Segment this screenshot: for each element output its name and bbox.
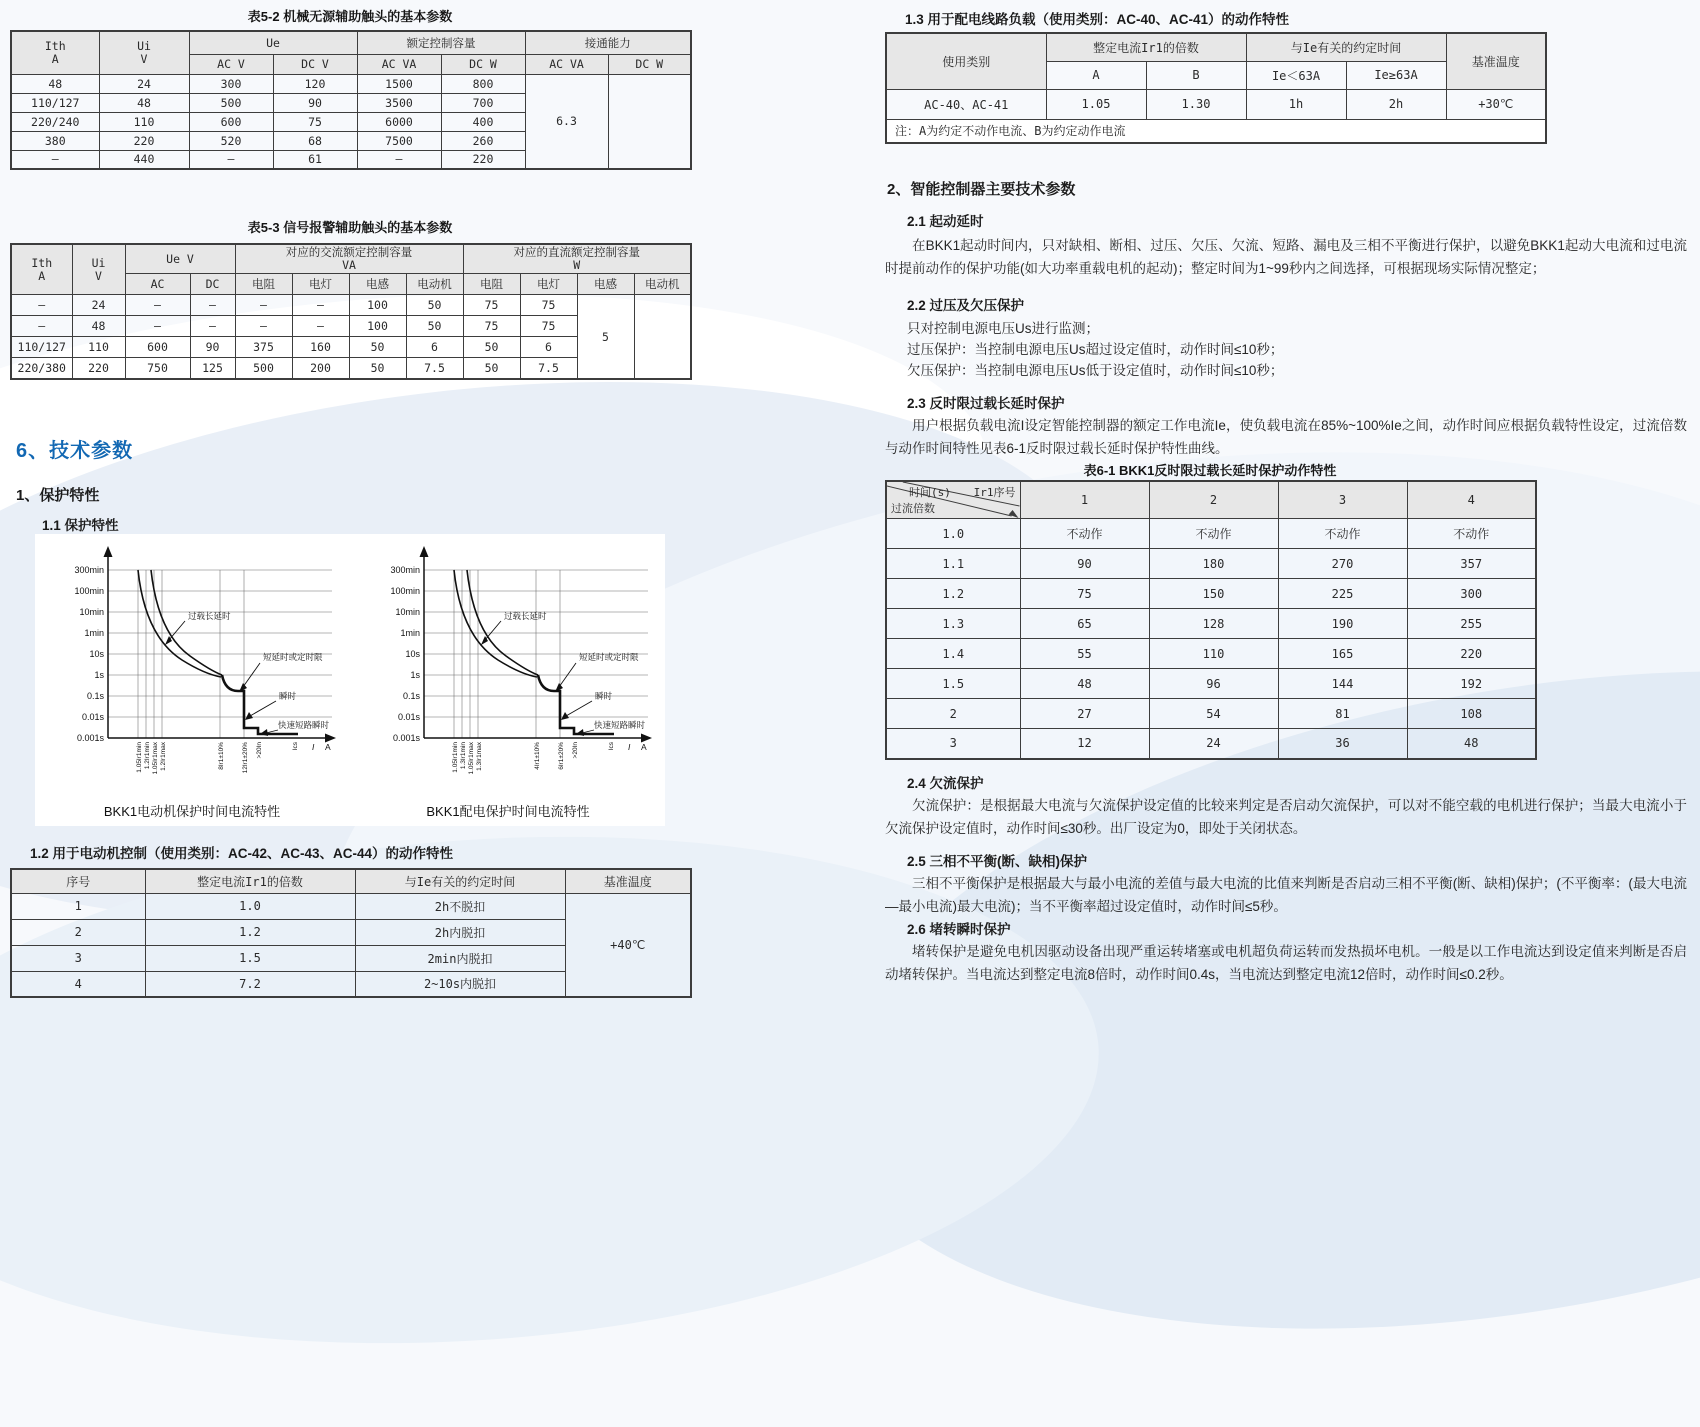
table-cell: B: [1146, 61, 1246, 89]
table-cell: 2h不脱扣: [355, 893, 565, 919]
table-cell: 50: [406, 316, 463, 337]
table-cell: 2: [11, 919, 145, 945]
table-cell: 不动作: [1278, 519, 1407, 549]
section-2-4-heading: 2.4 欠流保护: [907, 776, 984, 791]
table-cell: +40℃: [565, 893, 691, 997]
table-row: [11, 869, 691, 893]
table-cell: 1.0: [145, 893, 355, 919]
annotation-label: 快速短路瞬时: [594, 720, 646, 730]
table-row: [886, 609, 1536, 639]
diagonal-header-cell: [886, 481, 1020, 519]
section-2-1-heading: 2.1 起动延时: [907, 214, 984, 229]
svg-text:Ics: Ics: [608, 742, 615, 751]
table-1-3: [885, 32, 1547, 144]
section-2-3-paragraph: 用户根据负载电流I设定智能控制器的额定工作电流Ie，使负载电流在85%~100%Ie之间，动作时间应根据负载特性设定，过流倍数与动作时间特性见表6-1反时限过载长延时保护特性曲线。: [885, 418, 1687, 456]
text-line: 过压保护：当控制电源电压Us超过设定值时，动作时间≤10秒；: [907, 342, 1284, 357]
svg-text:Ics: Ics: [292, 742, 299, 751]
table-cell: 50: [349, 337, 406, 358]
svg-text:10s: 10s: [405, 649, 420, 659]
svg-text:1min: 1min: [84, 628, 104, 638]
motor-protection-chart-svg: [42, 544, 342, 796]
svg-text:100min: 100min: [74, 586, 104, 596]
table-cell: 68: [273, 131, 357, 150]
table-cell: 7500: [357, 131, 441, 150]
table-cell: Ie≥63A: [1346, 61, 1446, 89]
table-row: [886, 519, 1536, 549]
table-row: [886, 33, 1546, 61]
table-cell: 400: [441, 112, 525, 131]
table-row: [11, 74, 691, 93]
table-cell: 48: [72, 316, 125, 337]
table-cell: 12: [1020, 729, 1149, 759]
annotation-label: 瞬时: [279, 691, 297, 701]
annotation-leaders: [481, 621, 594, 736]
table-cell: 2h: [1346, 89, 1446, 119]
motor-chart-caption: BKK1电动机保护时间电流特性: [103, 804, 281, 819]
table-6-1-title: 表6-1 BKK1反时限过载长延时保护动作特性: [1083, 463, 1337, 478]
table-cell: 90: [273, 93, 357, 112]
svg-text:1.05Ir1max: 1.05Ir1max: [152, 742, 159, 775]
table-cell: 100: [349, 316, 406, 337]
svg-text:0.01s: 0.01s: [81, 712, 104, 722]
table-cell: 1: [11, 893, 145, 919]
table-cell: 75: [463, 316, 520, 337]
table-cell: AC V: [189, 54, 273, 74]
svg-text:6Ir1±20%: 6Ir1±20%: [558, 742, 565, 770]
table-cell: 500: [235, 358, 292, 379]
table-cell: 125: [190, 358, 235, 379]
table-row: [886, 119, 1546, 143]
table-cell: 110: [99, 112, 189, 131]
table-cell: +30℃: [1446, 89, 1546, 119]
section-2-2-heading: 2.2 过压及欠压保护: [907, 298, 1025, 313]
table-cell: 54: [1149, 699, 1278, 729]
svg-text:0.001s: 0.001s: [76, 733, 104, 743]
x-tick-labels: [136, 741, 299, 774]
table-cell: 1h: [1246, 89, 1346, 119]
section-1-heading: 1、保护特性: [16, 487, 100, 504]
protection-curves-panel: [35, 534, 665, 826]
table-row: [886, 639, 1536, 669]
table-cell: 110: [72, 337, 125, 358]
table-cell: 300: [189, 74, 273, 93]
table-cell: 24: [99, 74, 189, 93]
table-5-2-title: 表5-2 机械无源辅助触头的基本参数: [247, 9, 453, 24]
table-cell: 96: [1149, 669, 1278, 699]
corner-label-multiple: 过流倍数: [891, 502, 935, 515]
svg-text:300min: 300min: [74, 565, 104, 575]
header-cell: 基准温度: [1446, 33, 1546, 89]
table-row: [11, 244, 691, 274]
svg-text:300min: 300min: [390, 565, 420, 575]
table-cell: 1.2: [145, 919, 355, 945]
table-5-3: [10, 243, 692, 380]
header-cell: Ui V: [72, 244, 125, 295]
table-cell: 电灯: [292, 274, 349, 295]
table-cell: 27: [1020, 699, 1149, 729]
table-cell: Ie＜63A: [1246, 61, 1346, 89]
table-row: [886, 89, 1546, 119]
table-cell: 110: [1149, 639, 1278, 669]
table-cell: –: [235, 295, 292, 316]
table-cell: 电阻: [235, 274, 292, 295]
annotation-label: 过载长延时: [504, 611, 547, 621]
table-cell: 48: [11, 74, 99, 93]
table-cell: 2: [886, 699, 1020, 729]
table-cell: 2min内脱扣: [355, 945, 565, 971]
svg-text:1.2Ir1min: 1.2Ir1min: [144, 742, 151, 770]
corner-label-ir1: Ir1序号: [973, 486, 1016, 499]
table-cell: 75: [520, 295, 577, 316]
table-cell: 200: [292, 358, 349, 379]
table-cell: 2~10s内脱扣: [355, 971, 565, 997]
table-cell: 440: [99, 150, 189, 169]
header-cell: Ith A: [11, 31, 99, 74]
table-cell: 110/127: [11, 337, 72, 358]
svg-text:1.2Ir1max: 1.2Ir1max: [160, 742, 167, 771]
section-2-3-heading: 2.3 反时限过载长延时保护: [907, 396, 1065, 411]
table-cell: 48: [1020, 669, 1149, 699]
table-cell: –: [190, 295, 235, 316]
table-cell: –: [125, 316, 190, 337]
annotation-label: 短延时或定时限: [579, 652, 639, 662]
table-cell: 1.1: [886, 549, 1020, 579]
table-cell: 75: [520, 316, 577, 337]
svg-text:1.05Ir1max: 1.05Ir1max: [468, 742, 475, 775]
svg-text:4Ir1±10%: 4Ir1±10%: [534, 742, 541, 770]
table-cell: DC W: [608, 54, 691, 74]
table-cell: 520: [189, 131, 273, 150]
diagonal-corner: [887, 482, 1020, 518]
section-2-1-paragraph: 在BKK1起动时间内，只对缺相、断相、过压、欠压、欠流、短路、漏电及三相不平衡进行保护，以避免BKK1起动大电流和过电流时提前动作的保护功能(如大功率重载电机的起动)；整定时间为1~99秒内之间选择，可根据现场实际情况整定；: [885, 238, 1687, 276]
table-cell: 110/127: [11, 93, 99, 112]
svg-text:0.1s: 0.1s: [86, 691, 104, 701]
header-cell: 对应的直流额定控制容量 W: [463, 244, 691, 274]
table-cell: 500: [189, 93, 273, 112]
table-cell: 357: [1407, 549, 1536, 579]
table-cell: 6: [406, 337, 463, 358]
table-cell: 120: [273, 74, 357, 93]
table-cell: 电感: [349, 274, 406, 295]
table-cell: 165: [1278, 639, 1407, 669]
table-cell: 65: [1020, 609, 1149, 639]
table-cell: 1: [1020, 481, 1149, 519]
x-axis-symbol: I: [628, 742, 631, 752]
header-cell: Ue: [189, 31, 357, 54]
annotation-label: 过载长延时: [188, 611, 231, 621]
table-cell: –: [357, 150, 441, 169]
table-cell: 255: [1407, 609, 1536, 639]
section-2-2-lines: [907, 318, 1687, 381]
section-2-5-paragraph: 三相不平衡保护是根据最大与最小电流的差值与最大电流的比值来判断是否启动三相不平衡(断、缺相)保护；(不平衡率：(最大电流—最小电流)最大电流)；当不平衡率超过设定值时，动作时间≤5秒。: [885, 876, 1687, 914]
table-cell: 300: [1407, 579, 1536, 609]
distribution-protection-chart-svg: [358, 544, 658, 796]
table-cell: 电灯: [520, 274, 577, 295]
svg-text:0.01s: 0.01s: [397, 712, 420, 722]
table-cell: AC VA: [357, 54, 441, 74]
header-cell: Ui V: [99, 31, 189, 74]
table-cell: –: [292, 295, 349, 316]
text-line: 只对控制电源电压Us进行监测；: [907, 321, 1099, 336]
motor-protection-chart: [42, 544, 342, 826]
table-cell: AC-40、AC-41: [886, 89, 1046, 119]
table-row: [11, 295, 691, 316]
svg-text:0.1s: 0.1s: [402, 691, 420, 701]
distribution-chart-caption: BKK1配电保护时间电流特性: [426, 804, 590, 819]
text-line: 欠压保护：当控制电源电压Us低于设定值时，动作时间≤10秒；: [907, 363, 1284, 378]
table-cell: 1.4: [886, 639, 1020, 669]
table-cell: A: [1046, 61, 1146, 89]
section-6-heading: 6、技术参数: [16, 440, 134, 462]
table-cell: 电动机: [634, 274, 691, 295]
table-note: 注：A为约定不动作电流、B为约定动作电流: [886, 119, 1546, 143]
table-cell: 220: [72, 358, 125, 379]
x-axis-symbol: I: [312, 742, 315, 752]
table-cell: 1.0: [886, 519, 1020, 549]
table-row: [886, 481, 1536, 519]
header-cell: 使用类别: [886, 33, 1046, 89]
header-cell: Ith A: [11, 244, 72, 295]
table-cell: –: [11, 316, 72, 337]
table-cell: 电动机: [406, 274, 463, 295]
table-cell: –: [11, 295, 72, 316]
table-row: [886, 549, 1536, 579]
table-cell: 1.2: [886, 579, 1020, 609]
table-cell: 1500: [357, 74, 441, 93]
table-cell: 3: [886, 729, 1020, 759]
table-cell: 4: [1407, 481, 1536, 519]
table-cell: 50: [349, 358, 406, 379]
table-cell: 50: [463, 358, 520, 379]
table-cell: 6000: [357, 112, 441, 131]
svg-text:8Ir1±10%: 8Ir1±10%: [218, 742, 225, 770]
table-cell: 50: [463, 337, 520, 358]
y-tick-labels: [390, 565, 420, 743]
table-cell: 1.30: [1146, 89, 1246, 119]
table-cell: 90: [1020, 549, 1149, 579]
table-cell: 600: [189, 112, 273, 131]
table-cell: –: [11, 150, 99, 169]
table-cell: –: [292, 316, 349, 337]
svg-text:10s: 10s: [89, 649, 104, 659]
table-cell: 260: [441, 131, 525, 150]
table-cell: 48: [1407, 729, 1536, 759]
table-cell: 128: [1149, 609, 1278, 639]
table-cell: 7.5: [520, 358, 577, 379]
table-cell: 150: [1149, 579, 1278, 609]
table-cell: 7.2: [145, 971, 355, 997]
table-cell: –: [125, 295, 190, 316]
table-cell: 24: [72, 295, 125, 316]
table-cell: 2h内脱扣: [355, 919, 565, 945]
table-cell: 1.3: [886, 609, 1020, 639]
annotation-leaders: [165, 621, 278, 736]
table-row: [11, 31, 691, 54]
table-cell: 电感: [577, 274, 634, 295]
table-cell: 270: [1278, 549, 1407, 579]
table-cell: –: [189, 150, 273, 169]
table-cell: 750: [125, 358, 190, 379]
header-cell: 基准温度: [565, 869, 691, 893]
table-cell: 5: [577, 295, 634, 379]
section-2-5-heading: 2.5 三相不平衡(断、缺相)保护: [907, 854, 1088, 869]
table-cell: 55: [1020, 639, 1149, 669]
table-6-1: [885, 480, 1537, 760]
table-cell: 220: [441, 150, 525, 169]
svg-text:100min: 100min: [390, 586, 420, 596]
section-1-1-heading: 1.1 保护特性: [42, 518, 119, 533]
svg-text:0.001s: 0.001s: [392, 733, 420, 743]
table-cell: 36: [1278, 729, 1407, 759]
x-tick-labels: [452, 741, 615, 774]
table-cell: 48: [99, 93, 189, 112]
y-tick-labels: [74, 565, 104, 743]
header-cell: 额定控制容量: [357, 31, 525, 54]
svg-text:1.3Ir1max: 1.3Ir1max: [476, 742, 483, 771]
table-cell: 190: [1278, 609, 1407, 639]
header-cell: 与Ie有关的约定时间: [355, 869, 565, 893]
header-cell: 整定电流Ir1的倍数: [145, 869, 355, 893]
table-cell: 4: [11, 971, 145, 997]
distribution-protection-chart: [358, 544, 658, 826]
table-cell: 700: [441, 93, 525, 112]
annotation-label: 瞬时: [595, 691, 613, 701]
svg-text:12Ir1±20%: 12Ir1±20%: [242, 742, 249, 774]
table-1-2: [10, 868, 692, 998]
svg-text:10min: 10min: [395, 607, 420, 617]
table-cell: 不动作: [1149, 519, 1278, 549]
table-cell: 2: [1149, 481, 1278, 519]
table-cell: 375: [235, 337, 292, 358]
table-cell: 108: [1407, 699, 1536, 729]
table-cell: 61: [273, 150, 357, 169]
table-row: [11, 893, 691, 919]
table-5-2: [10, 30, 692, 170]
svg-text:1.05Ir1min: 1.05Ir1min: [136, 742, 143, 773]
table-cell: 192: [1407, 669, 1536, 699]
table-row: [886, 669, 1536, 699]
table-cell: 380: [11, 131, 99, 150]
table-cell: 160: [292, 337, 349, 358]
section-2-4-paragraph: 欠流保护：是根据最大电流与欠流保护设定值的比较来判定是否启动欠流保护，可以对不能空载的电机进行保护；当最大电流小于欠流保护设定值时，动作时间≤30秒。出厂设定为0，即处于关闭状态。: [885, 798, 1687, 836]
table-5-3-title: 表5-3 信号报警辅助触头的基本参数: [247, 220, 453, 235]
table-cell: 90: [190, 337, 235, 358]
table-cell: 75: [1020, 579, 1149, 609]
svg-text:1s: 1s: [94, 670, 104, 680]
table-cell: 220/380: [11, 358, 72, 379]
svg-text:1s: 1s: [410, 670, 420, 680]
table-cell: 600: [125, 337, 190, 358]
table-cell: 180: [1149, 549, 1278, 579]
table-cell: 50: [406, 295, 463, 316]
x-axis-unit: A: [325, 742, 331, 752]
table-row: [886, 579, 1536, 609]
annotation-label: 快速短路瞬时: [278, 720, 330, 730]
table-cell: –: [190, 316, 235, 337]
svg-text:>20In: >20In: [256, 742, 263, 759]
header-cell: 序号: [11, 869, 145, 893]
svg-text:1.05Ir1min: 1.05Ir1min: [452, 742, 459, 773]
table-cell: 不动作: [1407, 519, 1536, 549]
table-cell: 1.5: [886, 669, 1020, 699]
header-cell: 整定电流Ir1的倍数: [1046, 33, 1246, 61]
table-cell: 3500: [357, 93, 441, 112]
table-cell: 225: [1278, 579, 1407, 609]
svg-text:1min: 1min: [400, 628, 420, 638]
annotation-label: 短延时或定时限: [263, 652, 323, 662]
table-cell: AC VA: [525, 54, 608, 74]
table-cell: 1.5: [145, 945, 355, 971]
table-cell: 不动作: [1020, 519, 1149, 549]
table-cell: 220: [99, 131, 189, 150]
table-cell: DC: [190, 274, 235, 295]
section-2-6-paragraph: 堵转保护是避免电机因驱动设备出现严重运转堵塞或电机超负荷运转而发热损坏电机。一般是以工作电流达到设定值来判断是否启动堵转保护。当电流达到整定电流8倍时，动作时间0.4s，当电流达到整定电流12倍时，动作时间≤0.2秒。: [885, 944, 1687, 982]
table-cell: 100: [349, 295, 406, 316]
table-cell: 75: [463, 295, 520, 316]
table-cell: 6.3: [525, 74, 608, 169]
table-cell: 144: [1278, 669, 1407, 699]
svg-text:>20In: >20In: [572, 742, 579, 759]
table-row: [886, 729, 1536, 759]
table-cell: 7.5: [406, 358, 463, 379]
table-cell: 800: [441, 74, 525, 93]
table-cell: 1.05: [1046, 89, 1146, 119]
section-1-3-heading: 1.3 用于配电线路负载（使用类别：AC-40、AC-41）的动作特性: [905, 12, 1290, 27]
table-cell: 75: [273, 112, 357, 131]
table-cell: DC W: [441, 54, 525, 74]
section-2-6-heading: 2.6 堵转瞬时保护: [907, 922, 1011, 937]
section-1-2-heading: 1.2 用于电动机控制（使用类别：AC-42、AC-43、AC-44）的动作特性: [30, 846, 454, 861]
table-cell: 24: [1149, 729, 1278, 759]
table-cell: DC V: [273, 54, 357, 74]
table-cell: 3: [11, 945, 145, 971]
header-cell: 与Ie有关的约定时间: [1246, 33, 1446, 61]
corner-label-time: 时间(s): [909, 486, 951, 499]
svg-text:10min: 10min: [79, 607, 104, 617]
table-row: [886, 699, 1536, 729]
table-cell: 81: [1278, 699, 1407, 729]
table-cell: 电阻: [463, 274, 520, 295]
header-cell: 接通能力: [525, 31, 691, 54]
x-axis-unit: A: [641, 742, 647, 752]
table-cell: 220/240: [11, 112, 99, 131]
section-2-heading: 2、智能控制器主要技术参数: [887, 181, 1076, 198]
table-cell: AC: [125, 274, 190, 295]
table-cell: 6: [520, 337, 577, 358]
table-cell: 220: [1407, 639, 1536, 669]
svg-text:1.3Ir1min: 1.3Ir1min: [460, 742, 467, 770]
table-cell: –: [235, 316, 292, 337]
header-cell: 对应的交流额定控制容量 VA: [235, 244, 463, 274]
header-cell: Ue V: [125, 244, 235, 274]
table-cell: 3: [1278, 481, 1407, 519]
